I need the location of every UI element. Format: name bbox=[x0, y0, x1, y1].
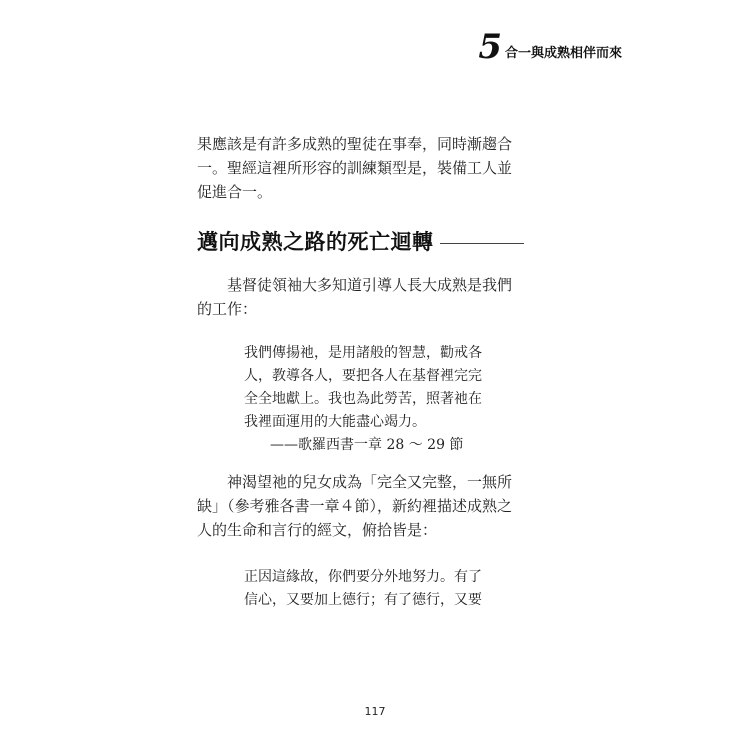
paragraph-2: 基督徒領袖大多知道引導人長大成熟是我們的工作： bbox=[197, 276, 513, 318]
scripture-quote-1: 我們傳揚祂，是用諸般的智慧，勸戒各人，教導各人，要把各人在基督裡完完全全地獻上。我也為此勞苦，照著祂在我裡面運用的大能盡心竭力。 bbox=[244, 345, 482, 430]
paragraph-3: 神渴望祂的兒女成為「完全又完整，一無所缺」（參考雅各書一章４節），新約裡描述成熟之人的生命和言行的經文，俯拾皆是： bbox=[197, 473, 513, 539]
chapter-title: 合一與成熟相伴而來 bbox=[504, 46, 622, 61]
running-header bbox=[478, 27, 622, 67]
heading-rule bbox=[440, 243, 525, 244]
paragraph-1: 果應該是有許多成熟的聖徒在事奉，同時漸趨合一。聖經這裡所形容的訓練類型是，裝備工人並促進合一。 bbox=[197, 135, 513, 201]
scripture-quote-2: 正因這緣故，你們要分外地努力。有了信心，又要加上德行；有了德行，又要 bbox=[244, 569, 482, 608]
scripture-citation-1: ——歌羅西書一章 28 ～ 29 節 bbox=[270, 437, 464, 453]
section-heading bbox=[197, 226, 524, 256]
section-heading-text: 邁向成熟之路的死亡迴轉 bbox=[197, 229, 434, 254]
page-number: 117 bbox=[364, 705, 386, 718]
chapter-number: 5 bbox=[478, 27, 502, 67]
